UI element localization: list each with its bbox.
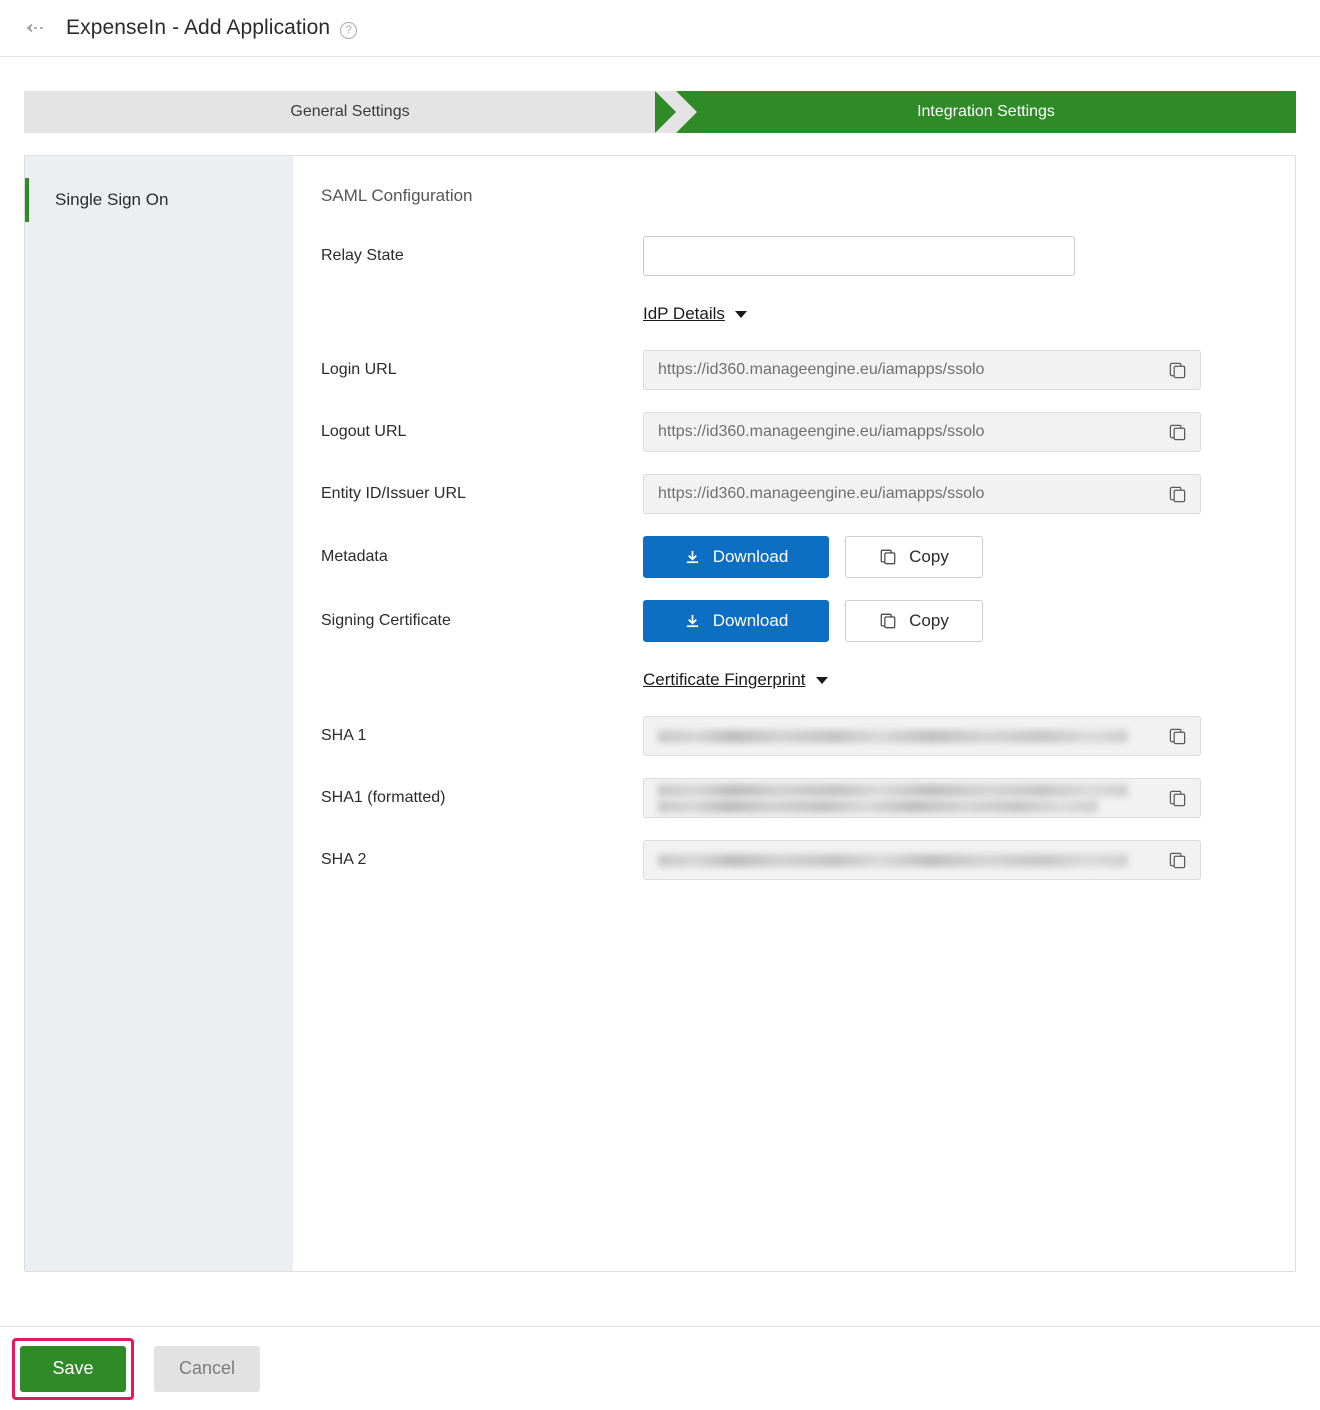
row-logout-url <box>321 412 1295 452</box>
download-icon <box>684 613 701 630</box>
row-sha2 <box>321 840 1295 880</box>
save-button[interactable]: Save <box>20 1346 126 1392</box>
login-url-field-area <box>643 350 1295 390</box>
logout-url-readonly <box>643 412 1201 452</box>
metadata-download-button[interactable] <box>643 536 829 578</box>
copy-icon[interactable] <box>1154 717 1200 755</box>
row-login-url <box>321 350 1295 390</box>
sha2-label: SHA 2 <box>321 851 367 868</box>
certificate-fingerprint-toggle[interactable] <box>643 670 828 690</box>
step-general-settings-label: General Settings <box>290 103 410 120</box>
login-url-label: Login URL <box>321 361 397 378</box>
metadata-download-label: Download <box>712 547 789 566</box>
chevron-down-icon <box>816 677 828 684</box>
sha1-formatted-value-redacted <box>644 781 1154 816</box>
metadata-actions <box>643 536 1295 578</box>
copy-icon <box>879 612 897 630</box>
metadata-copy-label: Copy <box>909 547 949 566</box>
metadata-label: Metadata <box>321 548 388 565</box>
step-general-settings[interactable] <box>24 91 676 133</box>
sha1-formatted-label: SHA1 (formatted) <box>321 789 446 806</box>
sha1-formatted-readonly <box>643 778 1201 818</box>
signing-certificate-copy-button[interactable] <box>845 600 983 642</box>
sha2-value-redacted <box>644 851 1154 869</box>
footer-actions <box>0 1326 1320 1410</box>
relay-state-label: Relay State <box>321 247 404 264</box>
signing-certificate-copy-label: Copy <box>909 611 949 630</box>
sidebar-item-single-sign-on[interactable] <box>25 178 293 222</box>
row-signing-certificate <box>321 600 1295 642</box>
download-icon <box>684 549 701 566</box>
idp-details-row <box>643 298 1295 350</box>
login-url-value: https://id360.manageengine.eu/iamapps/ssolo <box>658 361 985 378</box>
copy-icon[interactable] <box>1154 475 1200 513</box>
entity-id-url-readonly <box>643 474 1201 514</box>
certificate-fingerprint-row <box>643 664 1295 716</box>
sha1-label: SHA 1 <box>321 727 367 744</box>
section-title: SAML Configuration <box>321 186 473 205</box>
help-icon[interactable]: ? <box>340 22 357 39</box>
entity-id-url-field-area <box>643 474 1295 514</box>
logout-url-field-area <box>643 412 1295 452</box>
certificate-fingerprint-toggle-label: Certificate Fingerprint <box>643 670 806 689</box>
relay-state-input[interactable] <box>643 236 1075 276</box>
sha1-field-area <box>643 716 1295 756</box>
sha2-field-area <box>643 840 1295 880</box>
copy-icon <box>879 548 897 566</box>
page-header <box>0 0 1320 57</box>
cancel-button[interactable]: Cancel <box>154 1346 260 1392</box>
entity-id-url-value: https://id360.manageengine.eu/iamapps/ssolo <box>658 485 985 502</box>
step-integration-settings[interactable] <box>676 91 1296 133</box>
entity-id-url-label: Entity ID/Issuer URL <box>321 485 466 502</box>
row-metadata <box>321 536 1295 578</box>
back-arrow-icon[interactable] <box>26 18 52 38</box>
copy-icon[interactable] <box>1154 413 1200 451</box>
save-button-highlight <box>12 1338 134 1400</box>
row-sha1-formatted <box>321 778 1295 818</box>
copy-icon[interactable] <box>1154 841 1200 879</box>
idp-details-toggle-label: IdP Details <box>643 304 725 323</box>
content-panel <box>24 155 1296 1272</box>
wizard-steps <box>24 91 1296 133</box>
copy-icon[interactable] <box>1154 779 1200 817</box>
signing-certificate-download-label: Download <box>712 611 789 630</box>
login-url-readonly <box>643 350 1201 390</box>
copy-icon[interactable] <box>1154 351 1200 389</box>
sidebar-item-label: Single Sign On <box>55 190 169 209</box>
chevron-down-icon <box>735 311 747 318</box>
signing-certificate-label: Signing Certificate <box>321 612 451 629</box>
sha1-readonly <box>643 716 1201 756</box>
sidebar <box>25 156 293 1271</box>
step-integration-settings-label: Integration Settings <box>917 103 1055 120</box>
logout-url-value: https://id360.manageengine.eu/iamapps/ssolo <box>658 423 985 440</box>
row-relay-state <box>321 236 1295 276</box>
signing-certificate-download-button[interactable] <box>643 600 829 642</box>
sha1-value-redacted <box>644 727 1154 745</box>
row-entity-id-url <box>321 474 1295 514</box>
sha1-formatted-field-area <box>643 778 1295 818</box>
saml-configuration-form <box>293 156 1295 1271</box>
signing-certificate-actions <box>643 600 1295 642</box>
metadata-copy-button[interactable] <box>845 536 983 578</box>
logout-url-label: Logout URL <box>321 423 407 440</box>
relay-state-field-area <box>643 236 1295 276</box>
row-sha1 <box>321 716 1295 756</box>
idp-details-toggle[interactable] <box>643 304 747 324</box>
page-title: ExpenseIn - Add Application <box>66 16 331 39</box>
sha2-readonly <box>643 840 1201 880</box>
